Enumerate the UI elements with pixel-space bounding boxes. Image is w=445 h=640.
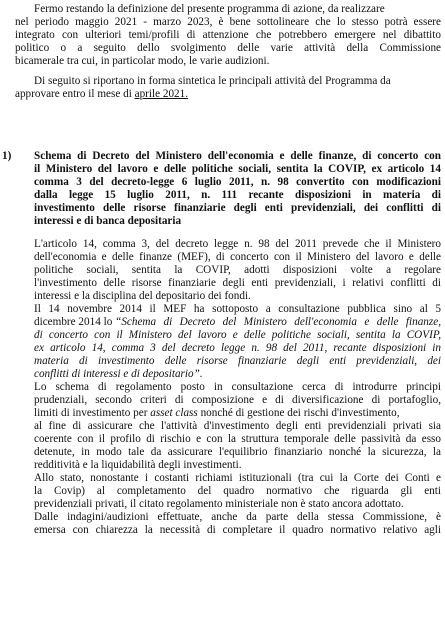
item-1-number: 1) bbox=[2, 150, 12, 162]
body-p3-line-3 bbox=[34, 407, 441, 420]
intro-line-2: nel periodo maggio 2021 - marzo 2023, è bene sottolineare che lo stesso potrà essere bbox=[15, 16, 441, 28]
intro-line-4: politico o a seguito dello svolgimento delle varie attività della Commissione bbox=[15, 42, 441, 54]
body-p4-line-2: la Covip) al completamento del quadro normativo che riguarda gli enti bbox=[34, 485, 441, 497]
body-p1-line-4: l'investimento delle risorse finanziarie degli enti previdenziali, i relativi conflitti di bbox=[34, 277, 441, 289]
body-p5-line-2: emersa con chiarezza la necessità di completare il quadro normativo relativo agli bbox=[34, 524, 441, 536]
summary-line-1: Di seguito si riportano in forma sintetica le principali attività del Programma da bbox=[34, 75, 391, 87]
body-p3-asset-class: asset class bbox=[150, 407, 198, 419]
item-1-title-line-1: Schema di Decreto del Ministero dell'economia e delle finanze, di concerto con bbox=[34, 150, 441, 162]
body-p3-line-6: detenute, in modo tale da assicurare l'equilibrio finanziario nonché la sicurezza, la bbox=[34, 446, 441, 458]
intro-line-3: integrato con ulteriori temi/profili di attenzione che potrebbero emergere nel dibattito bbox=[15, 29, 441, 41]
item-1-title-line-6: interessi e di banca depositaria bbox=[34, 215, 182, 227]
body-p1-line-2: dell'economia e delle finanze (MEF), di concerto con il Ministero del lavoro e delle bbox=[34, 251, 441, 263]
intro-line-1: Fermo restando la definizione del presente programma di azione, da realizzare bbox=[34, 3, 385, 15]
body-p2-line-5: materia di investimento delle risorse finanziarie degli enti previdenziali, dei bbox=[34, 355, 441, 367]
body-p4-line-1: Allo stato, nonostante i costanti richiami istituzionali (tra cui la Corte dei Conti e bbox=[34, 472, 441, 484]
body-p1-line-1: L'articolo 14, comma 3, del decreto legge n. 98 del 2011 prevede che il Ministero bbox=[34, 238, 441, 250]
body-p1-line-3: politiche sociali, sentita la COVIP, adotti disposizioni volte a regolare bbox=[34, 264, 441, 276]
body-p3-line-1: Lo schema di regolamento posto in consultazione cerca di introdurre principi bbox=[34, 381, 441, 393]
summary-line-2 bbox=[15, 88, 188, 101]
body-p3-line-5: coerente con il profilo di rischio e con la struttura temporale delle passività da esso bbox=[34, 433, 441, 445]
item-1-title-line-3: comma 3 del decreto-legge 6 luglio 2011, n. 98 convertito con modificazioni bbox=[34, 176, 441, 188]
body-p3-line-3-a: limiti di investimento per bbox=[34, 407, 151, 419]
body-p3-line-4: al fine di assicurare che l'attività d'investimento degli enti previdenziali privati sia bbox=[34, 420, 441, 432]
body-p2-quote-start: “Schema di Decreto del Ministero dell'economia e delle finanze, bbox=[115, 316, 441, 328]
body-p3-line-2: prudenziali, secondo criteri di composizione e di diversificazione di portafoglio, bbox=[34, 394, 441, 406]
item-1-title-line-4: dalla legge 15 luglio 2011, n. 111 recante disposizioni in materia di bbox=[34, 189, 441, 201]
body-p5-line-1: Dalle indagini/audizioni effettuate, anche da parte della stessa Commissione, è bbox=[34, 511, 441, 523]
body-p2-line-3: di concerto con il Ministero del lavoro e delle politiche sociali, sentita la COVIP, bbox=[34, 329, 441, 341]
item-1-title-line-2: il Ministero del lavoro e delle politiche sociali, sentita la COVIP, ex articolo 14 bbox=[34, 163, 441, 175]
body-p3-line-3-c: nonché di gestione dei rischi d'investimento, bbox=[197, 407, 400, 419]
body-p2-line-2-lead: dicembre 2014 lo bbox=[34, 316, 116, 328]
body-p1-line-5: interessi e la disciplina del depositario dei fondi. bbox=[34, 290, 251, 302]
body-p2-line-2 bbox=[34, 316, 441, 329]
body-p2-line-4: ex articolo 14, comma 3 del decreto legge n. 98 del 2011, recante disposizioni in bbox=[34, 342, 441, 354]
summary-line-2-text: approvare entro il mese di bbox=[15, 88, 135, 100]
body-p2-line-1: Il 14 novembre 2014 il MEF ha sottoposto a consultazione pubblica sino al 5 bbox=[34, 303, 441, 315]
summary-deadline: aprile 2021. bbox=[134, 88, 189, 100]
body-p3-line-7: redditività e la liquidabilità degli investimenti. bbox=[34, 459, 242, 471]
intro-line-5: bicamerale tra cui, in particolar modo, le varie audizioni. bbox=[15, 55, 270, 67]
body-p4-line-3: previdenziali privati, il citato regolamento ministeriale non è stato ancora adottato. bbox=[34, 498, 404, 510]
body-p2-line-6: conflitti di interessi e di depositario”. bbox=[34, 368, 203, 380]
item-1-title-line-5: investimento delle risorse finanziarie degli enti previdenziali, dei conflitti di bbox=[34, 202, 441, 214]
